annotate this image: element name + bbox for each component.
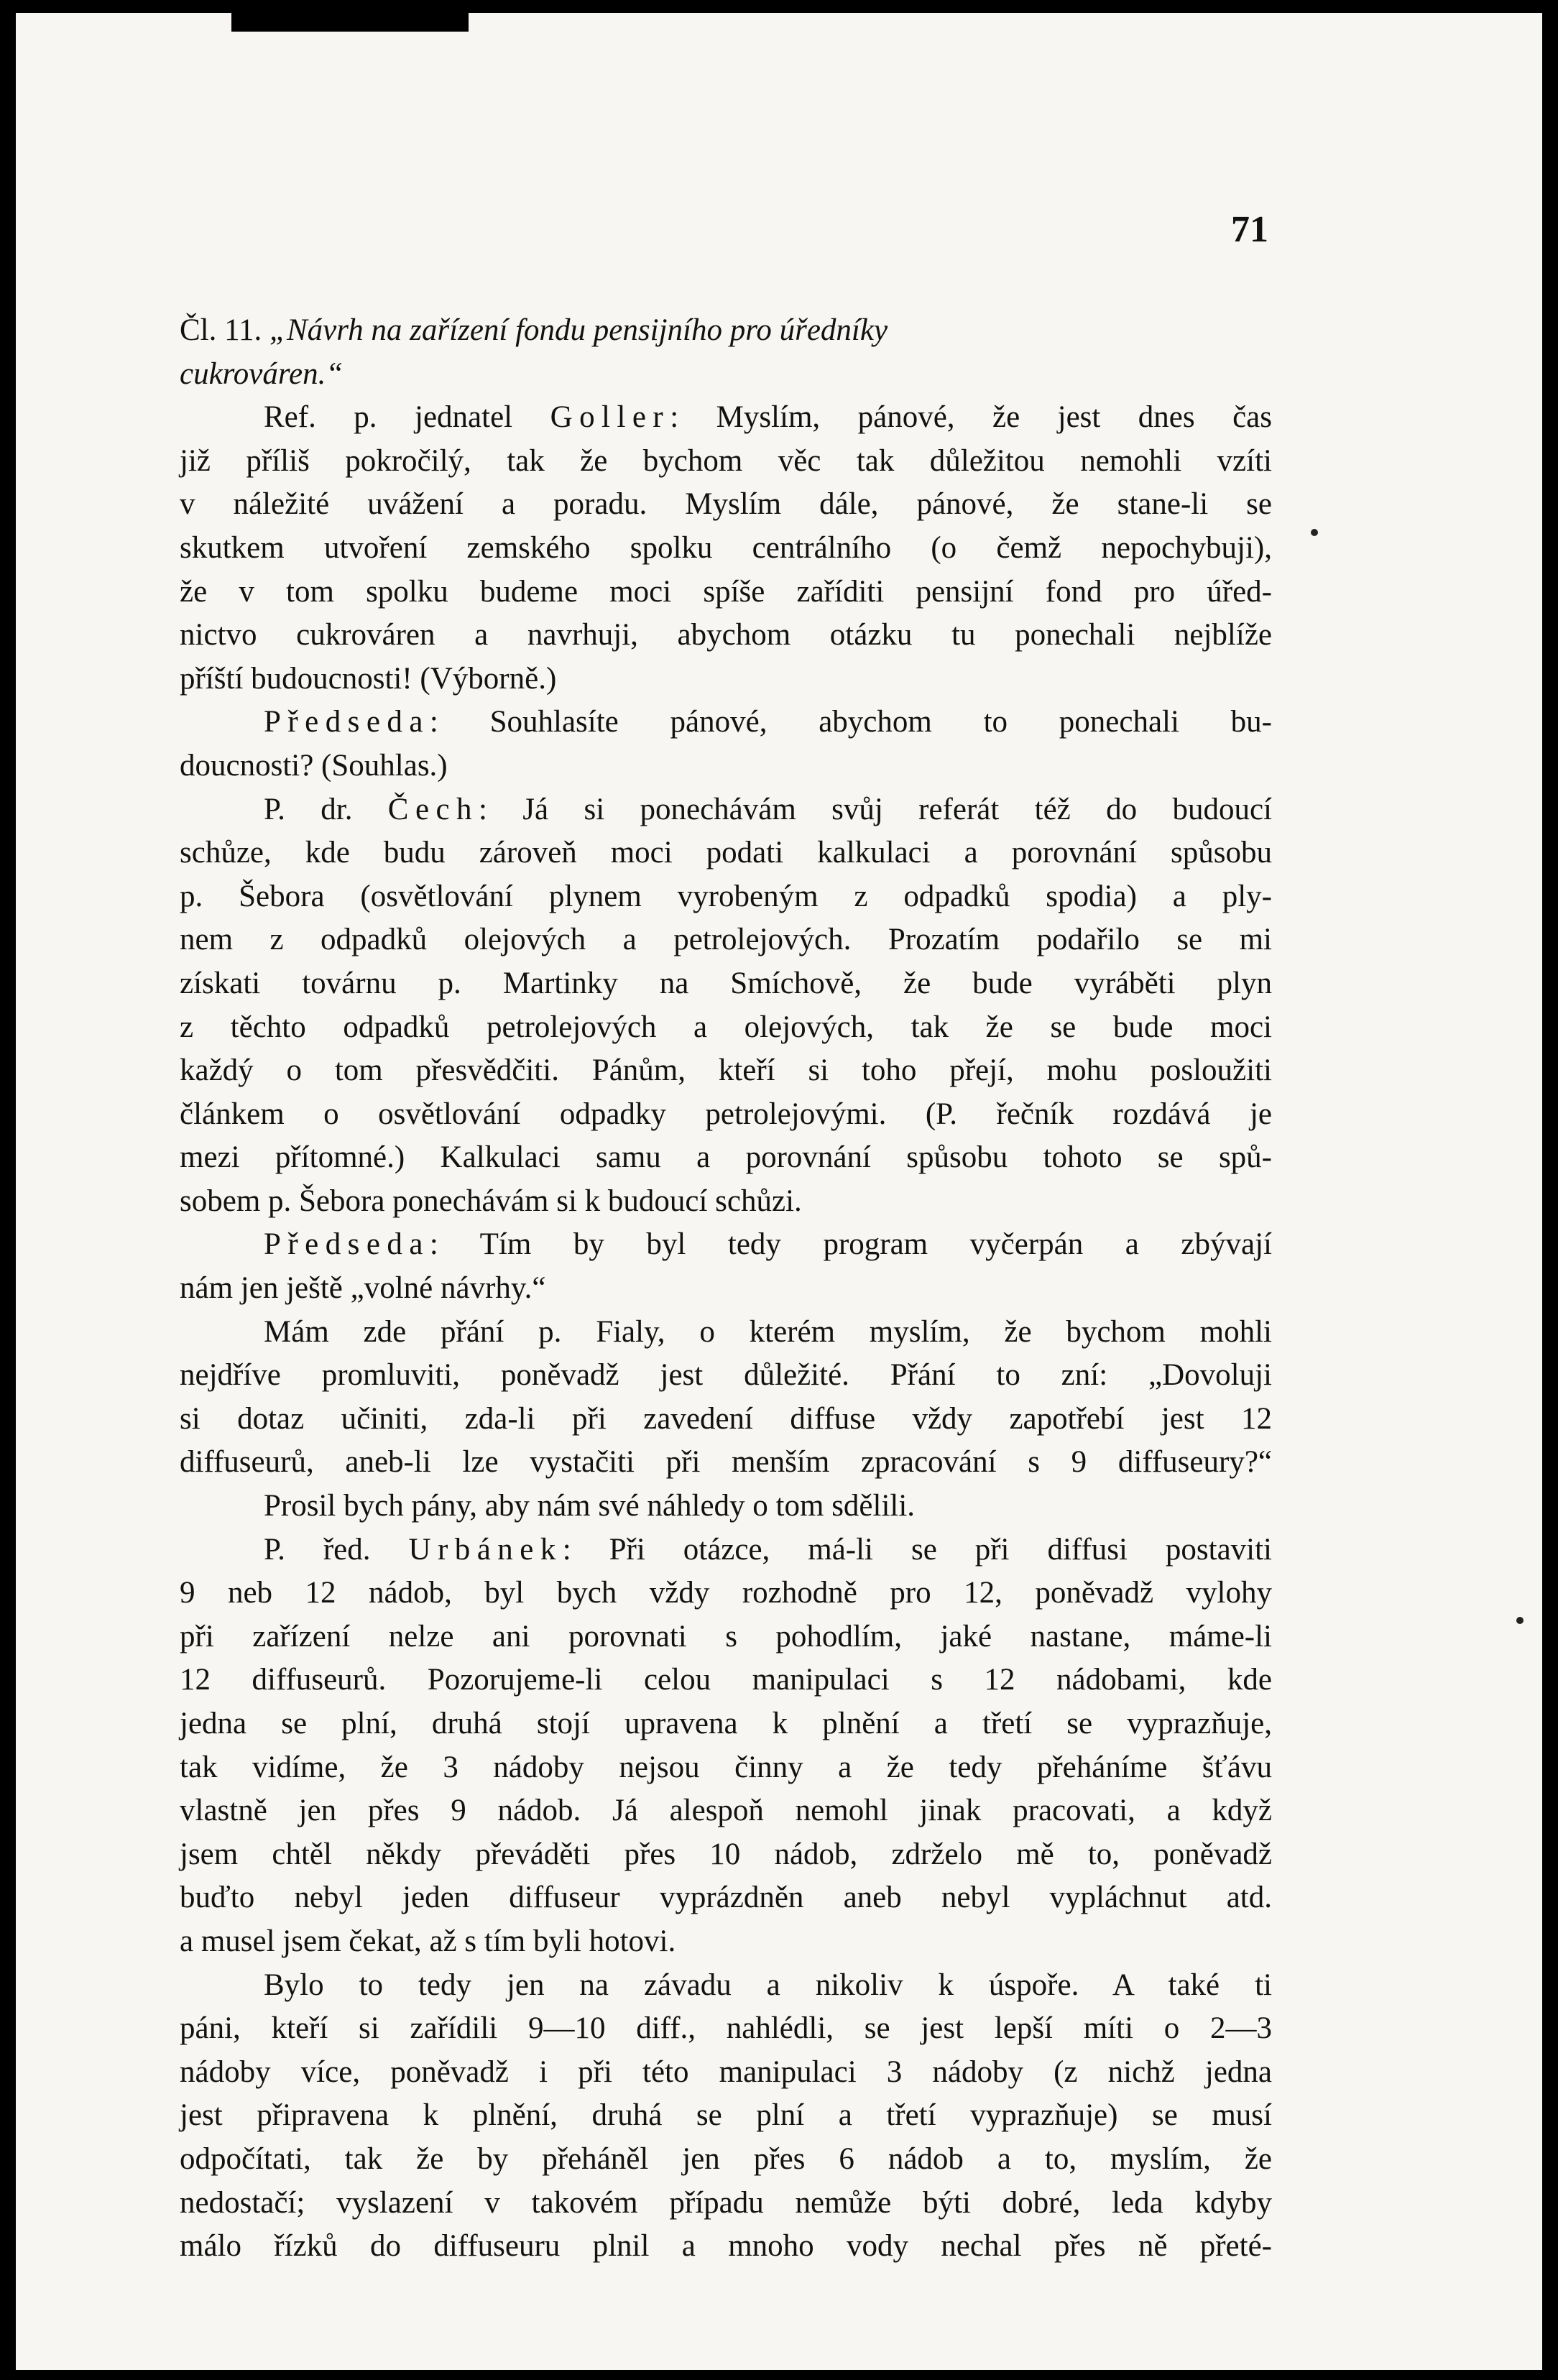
text-line — [180, 1311, 1272, 1355]
page-number: 71 — [1231, 209, 1268, 250]
article-title: „Návrh na zařízení fondu pensijního pro úředníky — [269, 313, 888, 347]
text-line — [180, 1006, 1272, 1050]
text-run: sobem p. Šebora ponechávám si k budoucí schůzi. — [180, 1184, 802, 1218]
text-run: každý o tom přesvědčiti. Pánům, kteří si toho přejí, mohu posloužiti — [180, 1053, 1272, 1088]
text-run: jsem chtěl někdy převáděti přes 10 nádob, zdrželo mě to, poněvadž — [180, 1837, 1272, 1871]
text-line — [180, 1920, 1272, 1964]
text-run: již příliš pokročilý, tak že bychom věc tak důležitou nemohli vzíti — [180, 443, 1272, 478]
text-line — [180, 875, 1272, 919]
text-run: P. řed. — [264, 1532, 409, 1567]
text-line — [180, 1398, 1272, 1442]
text-run: nádoby více, poněvadž i při této manipulaci 3 nádoby (z nichž jedna — [180, 2054, 1272, 2089]
speaker-name: Goller — [550, 400, 670, 435]
text-run: Ref. p. jednatel — [264, 400, 550, 435]
text-line — [180, 1049, 1272, 1093]
text-line — [180, 2094, 1272, 2138]
text-run: Prosil bych pány, aby nám své náhledy o tom sdělili. — [264, 1489, 916, 1523]
text-line — [180, 614, 1272, 658]
text-run: Bylo to tedy jen na závadu a nikoliv k úspoře. A také ti — [264, 1968, 1272, 2002]
speaker-name: Čech — [387, 792, 479, 826]
text-line — [180, 1267, 1272, 1311]
text-run: diffuseurů, aneb-li lze vystačiti při menším zpracování s 9 diffuseury?“ — [180, 1445, 1272, 1480]
text-line — [180, 2182, 1272, 2226]
text-line — [180, 918, 1272, 962]
text-line — [180, 831, 1272, 875]
text-line — [180, 1876, 1272, 1920]
text-line — [180, 2225, 1272, 2269]
speaker-name: Předseda — [264, 1227, 430, 1262]
text-run: že v tom spolku budeme moci spíše zaříditi pensijní fond pro úřed- — [180, 574, 1272, 609]
text-line — [180, 483, 1272, 527]
speaker-name: Urbánek — [408, 1532, 563, 1567]
text-line — [180, 527, 1272, 571]
text-line — [180, 1746, 1272, 1790]
text-run: buďto nebyl jeden diffuseur vyprázdněn aneb nebyl vypláchnut atd. — [180, 1881, 1272, 1915]
text-run: při zařízení nelze ani porovnati s pohodlím, jaké nastane, máme-li — [180, 1619, 1272, 1653]
text-run: páni, kteří si zařídili 9—10 diff., nahlédli, se jest lepší míti o 2—3 — [180, 2011, 1272, 2046]
text-run: si dotaz učiniti, zda-li při zavedení diffuse vždy zapotřebí jest 12 — [180, 1401, 1272, 1436]
document-body — [180, 309, 1272, 2269]
text-run: málo řízků do diffuseuru plnil a mnoho vody nechal přes ně přeté- — [180, 2229, 1272, 2264]
text-line — [180, 1354, 1272, 1398]
text-line — [180, 1136, 1272, 1180]
text-run: mezi přítomné.) Kalkulaci samu a porovnání spůsobu tohoto se spů- — [180, 1140, 1272, 1175]
text-run: jedna se plní, druhá stojí upravena k plnění a třetí se vyprazňuje, — [180, 1707, 1272, 1740]
text-line — [180, 1659, 1272, 1702]
text-line — [180, 571, 1272, 614]
text-run: nám jen ještě „volné návrhy.“ — [180, 1271, 546, 1306]
text-run: odpočítati, tak že by přeháněl jen přes 6 nádob a to, myslím, že — [180, 2141, 1272, 2176]
text-line — [180, 1485, 1272, 1528]
text-line — [180, 2138, 1272, 2182]
text-run: a musel jsem čekat, až s tím byli hotovi. — [180, 1924, 676, 1958]
text-run: : Tím by byl tedy program vyčerpán a zbývají — [429, 1227, 1272, 1262]
text-run: 12 diffuseurů. Pozorujeme-li celou manipulaci s 12 nádobami, kde — [180, 1663, 1272, 1697]
text-run: nedostačí; vyslazení v takovém případu nemůže býti dobré, leda kdyby — [180, 2185, 1272, 2220]
text-line — [180, 2007, 1272, 2051]
text-line — [180, 1441, 1272, 1485]
text-run: schůze, kde budu zároveň moci podati kalkulaci a porovnání spůsobu — [180, 836, 1272, 870]
text-line — [180, 744, 1272, 788]
text-line — [180, 788, 1272, 832]
text-line — [180, 1833, 1272, 1877]
text-line — [180, 1223, 1272, 1267]
text-line — [180, 1789, 1272, 1833]
text-line — [180, 701, 1272, 744]
text-run: P. dr. — [264, 792, 388, 826]
text-run: doucnosti? (Souhlas.) — [180, 748, 448, 783]
text-run: z těchto odpadků petrolejových a olejových, tak že se bude moci — [180, 1010, 1272, 1044]
text-run: článkem o osvětlování odpadky petrolejovými. (P. řečník rozdává je — [180, 1097, 1272, 1131]
text-line — [180, 396, 1272, 440]
speaker-name: Předseda — [264, 705, 430, 739]
article-heading-line-1 — [180, 309, 1272, 353]
text-run: 9 neb 12 nádob, byl bych vždy rozhodně pro 12, poněvadž vylohy — [180, 1576, 1272, 1610]
text-run: p. Šebora (osvětlování plynem vyrobeným z odpadků spodia) a ply- — [180, 879, 1272, 913]
text-run: jest připravena k plnění, druhá se plní a třetí vyprazňuje) se musí — [180, 2098, 1272, 2133]
text-line — [180, 2051, 1272, 2095]
text-line — [180, 1093, 1272, 1137]
text-line — [180, 440, 1272, 484]
text-run: : Myslím, pánové, že jest dnes čas — [670, 400, 1272, 435]
text-run: vlastně jen přes 9 nádob. Já alespoň nemohl jinak pracovati, a když — [180, 1794, 1272, 1828]
text-line — [180, 1615, 1272, 1659]
text-line — [180, 1180, 1272, 1224]
text-run: skutkem utvoření zemského spolku centrálního (o čemž nepochybuji), — [180, 530, 1272, 565]
text-run: : Já si ponechávám svůj referát též do budoucí — [479, 792, 1272, 826]
text-run: Mám zde přání p. Fialy, o kterém myslím, že bychom mohli — [264, 1314, 1272, 1349]
text-line — [180, 1528, 1272, 1572]
text-line — [180, 1572, 1272, 1615]
text-line — [180, 1702, 1272, 1746]
text-line — [180, 1964, 1272, 2008]
text-line — [180, 658, 1272, 701]
scan-edge-mark — [231, 13, 469, 32]
scan-speck — [1516, 1617, 1524, 1624]
article-number: Čl. 11. — [180, 313, 270, 347]
text-run: v náležité uvážení a poradu. Myslím dále, pánové, že stane-li se — [180, 487, 1272, 522]
text-run: : Souhlasíte pánové, abychom to ponechali bu- — [429, 705, 1272, 739]
text-run: nem z odpadků olejových a petrolejových. Prozatím podařilo se mi — [180, 923, 1272, 957]
text-line — [180, 962, 1272, 1006]
text-run: získati továrnu p. Martinky na Smíchově, že bude vyráběti plyn — [180, 966, 1272, 1000]
text-run: příští budoucnosti! (Výborně.) — [180, 661, 557, 696]
text-run: nejdříve promluviti, poněvadž jest důležité. Přání to zní: „Dovoluji — [180, 1358, 1272, 1393]
text-run: tak vidíme, že 3 nádoby nejsou činny a že tedy přeháníme šťávu — [180, 1750, 1272, 1784]
text-run: : Při otázce, má-li se při diffusi postaviti — [562, 1532, 1272, 1567]
scan-speck — [1311, 529, 1318, 536]
text-run: nictvo cukrováren a navrhuji, abychom otázku tu ponechali nejblíže — [180, 618, 1272, 652]
article-heading-line-2: cukrováren.“ — [180, 356, 344, 391]
